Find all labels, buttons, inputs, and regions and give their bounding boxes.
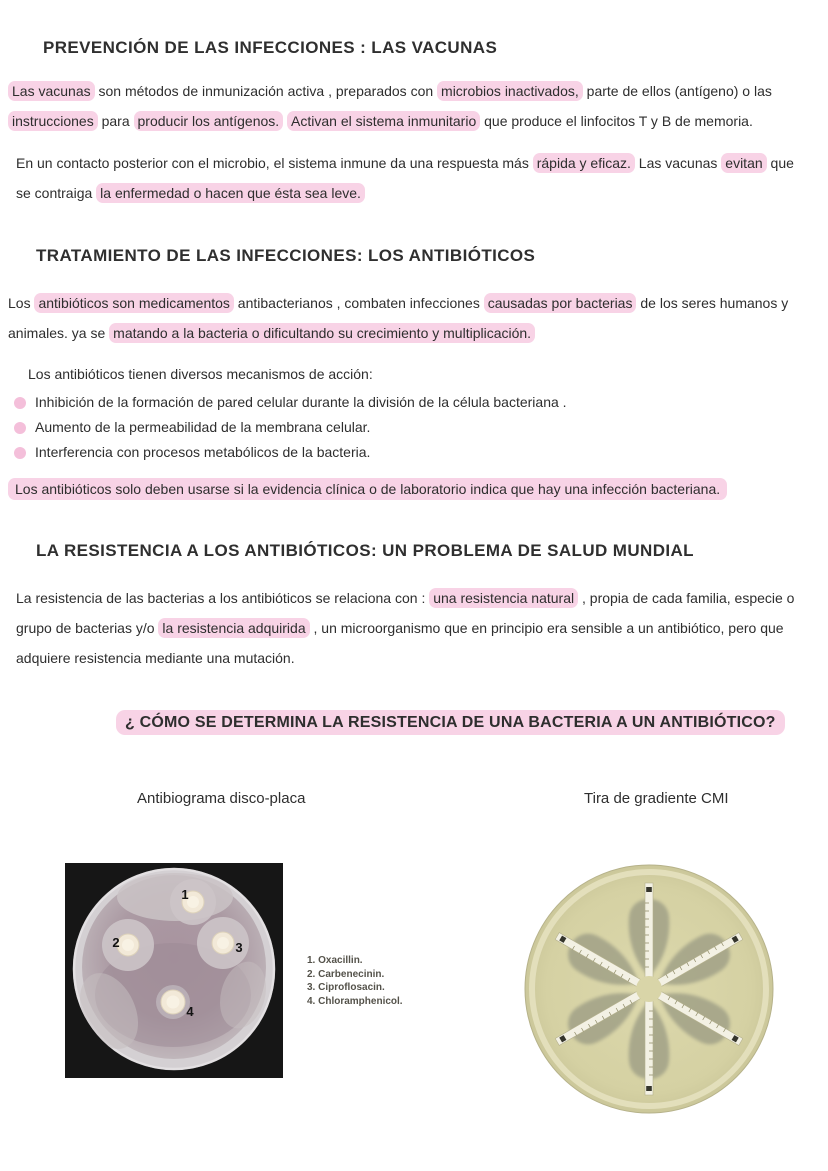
highlighted-text: la resistencia adquirida <box>158 618 309 638</box>
text-segment: de los seres humanos y animales. ya se <box>8 295 789 341</box>
list-item <box>14 415 804 440</box>
mechanism-text: Inhibición de la formación de pared celular durante la división de la célula bacteriana . <box>35 394 567 410</box>
list-item: 1. Oxacillin. <box>307 955 363 966</box>
text-segment: Las vacunas <box>634 155 722 171</box>
figure-label-tira: Tira de gradiente CMI <box>584 790 729 807</box>
text-segment: son métodos de inmunización activa , preparados con <box>94 83 438 99</box>
list-item: 2. Carbenecinin. <box>307 968 385 980</box>
highlighted-text: una resistencia natural <box>429 588 578 608</box>
mechanisms-intro: Los antibióticos tienen diversos mecanismos de acción: <box>28 366 373 382</box>
mechanisms-list <box>14 390 804 465</box>
bullet-icon <box>14 397 26 409</box>
highlighted-text: instrucciones <box>8 111 98 131</box>
disc-number-4: 4 <box>186 1004 194 1019</box>
antibiotic-key-list <box>307 954 403 1008</box>
list-item: 3. Ciproflosacin. <box>307 982 385 993</box>
bullet-icon <box>14 422 26 434</box>
highlighted-text: causadas por bacterias <box>484 293 637 313</box>
text-segment: Los <box>8 295 35 311</box>
text-segment: que se contraiga <box>16 155 794 201</box>
figure-label-disco: Antibiograma disco-placa <box>137 790 306 807</box>
antibiogram-disc-image <box>65 863 283 1078</box>
highlighted-text: evitan <box>721 153 766 173</box>
question-heading <box>116 714 785 732</box>
highlighted-text: Activan el sistema inmunitario <box>287 111 480 131</box>
highlighted-text: matando a la bacteria o dificultando su crecimiento y multiplicación. <box>109 323 535 343</box>
highlighted-text: rápida y eficaz. <box>533 153 635 173</box>
paragraph-vacunas-2 <box>16 148 808 208</box>
text-segment: para <box>97 113 134 129</box>
highlighted-note-text: Los antibióticos solo deben usarse si la evidencia clínica o de laboratorio indica que hay una infección bacteriana. <box>8 478 727 500</box>
text-segment: antibacterianos , combaten infecciones <box>233 295 484 311</box>
text-segment: En un contacto posterior con el microbio, el sistema inmune da una respuesta más <box>16 155 533 171</box>
text-segment: que produce el linfocitos T y B de memoria. <box>480 113 753 129</box>
paragraph-vacunas-1 <box>8 76 820 136</box>
list-item: 4. Chloramphenicol. <box>307 995 403 1007</box>
paragraph-antibioticos-1 <box>8 288 812 348</box>
antibiotics-usage-note <box>8 474 727 504</box>
dish-center <box>636 976 662 1002</box>
mechanism-text: Interferencia con procesos metabólicos de la bacteria. <box>35 444 371 460</box>
list-item <box>14 390 804 415</box>
highlighted-text: producir los antígenos. <box>134 111 284 131</box>
disc-number-3: 3 <box>235 940 243 955</box>
list-item <box>14 440 804 465</box>
highlighted-text: Las vacunas <box>8 81 95 101</box>
section-title-resistencia: LA RESISTENCIA A LOS ANTIBIÓTICOS: UN PROBLEMA DE SALUD MUNDIAL <box>36 541 694 560</box>
text-segment: parte de ellos (antígeno) o las <box>582 83 772 99</box>
text-segment: , propia de cada familia, especie o grupo de bacterias y/o <box>16 590 795 636</box>
gradient-strip-image <box>524 863 774 1115</box>
highlighted-text: antibióticos son medicamentos <box>34 293 233 313</box>
mechanism-text: Aumento de la permeabilidad de la membrana celular. <box>35 419 371 435</box>
text-segment: , un microorganismo que en principio era sensible a un antibiótico, pero que adquiere resistencia mediante una mutación. <box>16 620 784 666</box>
antibiogram-disc-photo <box>65 863 283 1078</box>
highlighted-text: microbios inactivados, <box>437 81 583 101</box>
question-heading-text: ¿ CÓMO SE DETERMINA LA RESISTENCIA DE UNA BACTERIA A UN ANTIBIÓTICO? <box>116 710 785 735</box>
section-title-antibioticos: TRATAMIENTO DE LAS INFECCIONES: LOS ANTIBIÓTICOS <box>36 246 536 265</box>
bullet-icon <box>14 447 26 459</box>
section-title-vacunas: PREVENCIÓN DE LAS INFECCIONES : LAS VACUNAS <box>43 38 498 57</box>
disc-number-2: 2 <box>112 935 120 950</box>
text-segment: La resistencia de las bacterias a los antibióticos se relaciona con : <box>16 590 430 606</box>
highlighted-text: la enfermedad o hacen que ésta sea leve. <box>96 183 365 203</box>
gradient-strip-photo <box>524 863 774 1115</box>
paragraph-resistencia-1 <box>16 583 814 673</box>
disc-number-1: 1 <box>181 887 189 902</box>
